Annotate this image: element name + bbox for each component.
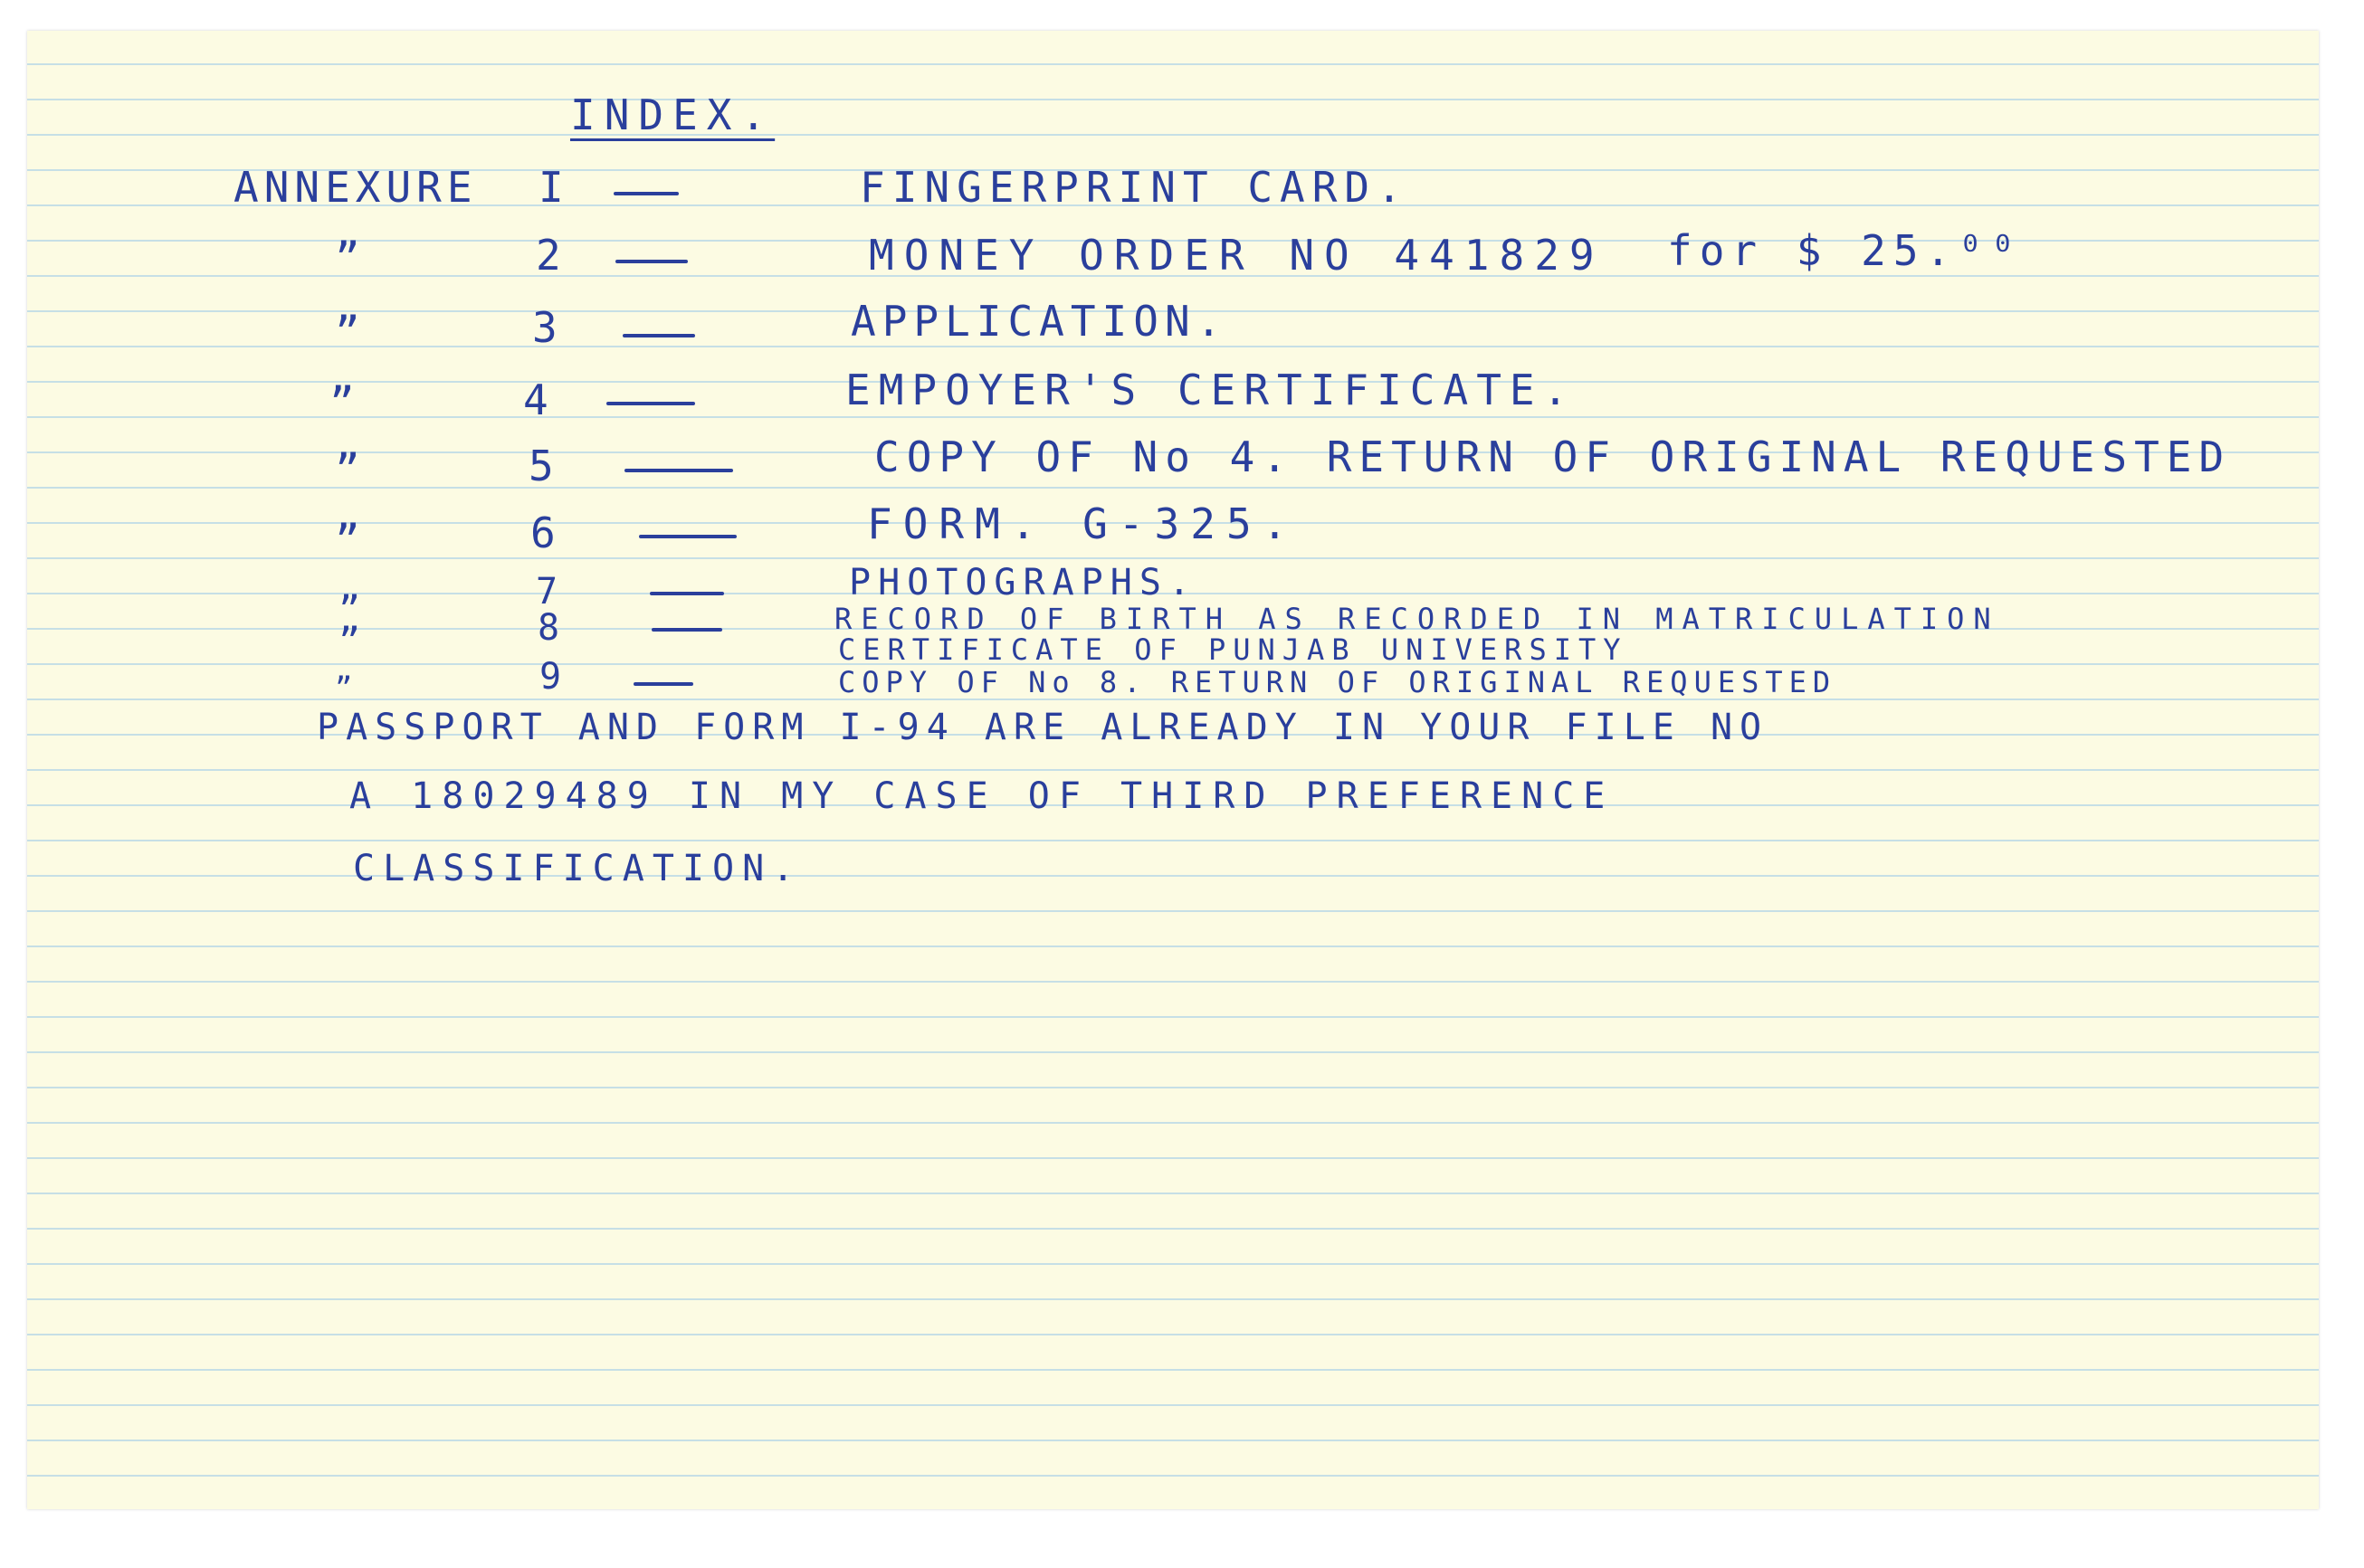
dash-1 bbox=[614, 192, 679, 195]
annexure-number-3: 3 bbox=[532, 303, 567, 352]
annexure-item-3: APPLICATION. bbox=[851, 297, 1228, 346]
index-title: INDEX. bbox=[570, 90, 776, 139]
paragraph-line-1: PASSPORT AND FORM I-94 ARE ALREADY IN YOUR FILE NO bbox=[317, 707, 1769, 748]
ditto-mark-2: ” bbox=[335, 233, 369, 282]
annexure-number-7: 7 bbox=[536, 571, 567, 613]
annexure-label: ANNEXURE bbox=[234, 163, 478, 212]
annexure-number-1: I bbox=[539, 163, 573, 212]
dash-6 bbox=[639, 535, 737, 538]
annexure-item-6: FORM. G-325. bbox=[867, 499, 1299, 548]
ditto-mark-9: ” bbox=[335, 670, 361, 705]
ditto-mark-8: ” bbox=[338, 621, 370, 662]
ditto-mark-7: ” bbox=[338, 589, 370, 631]
ditto-mark-6: ” bbox=[335, 516, 369, 565]
dash-9 bbox=[634, 682, 693, 686]
dash-5 bbox=[624, 469, 733, 472]
dash-7 bbox=[650, 592, 724, 595]
index-card bbox=[27, 31, 2319, 1509]
annexure-number-8: 8 bbox=[538, 607, 569, 649]
annexure-item-7: PHOTOGRAPHS. bbox=[849, 562, 1197, 603]
annexure-item-5: COPY OF No 4. RETURN OF ORIGINAL REQUESTED bbox=[874, 432, 2232, 481]
paragraph-line-3: CLASSIFICATION. bbox=[353, 848, 803, 889]
ditto-mark-4: ” bbox=[329, 378, 364, 427]
annexure-item-8: RECORD OF BIRTH AS RECORDED IN MATRICULATION bbox=[834, 602, 2000, 636]
dash-3 bbox=[623, 334, 695, 337]
annexure-item-4: EMPOYER'S CERTIFICATE. bbox=[845, 366, 1577, 414]
annexure-number-9: 9 bbox=[539, 656, 571, 698]
dash-4 bbox=[606, 402, 695, 405]
ditto-mark-5: ” bbox=[335, 445, 369, 494]
annexure-item-1: FINGERPRINT CARD. bbox=[860, 163, 1409, 212]
ditto-mark-3: ” bbox=[335, 308, 369, 356]
annexure-number-2: 2 bbox=[536, 231, 570, 280]
paragraph-line-2: A 18029489 IN MY CASE OF THIRD PREFERENCE bbox=[349, 775, 1615, 817]
annexure-number-6: 6 bbox=[530, 508, 565, 557]
dash-2 bbox=[615, 260, 688, 263]
annexure-number-5: 5 bbox=[529, 442, 563, 490]
annexure-item-2-amount: for $ 25.⁰⁰ bbox=[1667, 226, 2023, 275]
annexure-item-2: MONEY ORDER NO 441829 bbox=[869, 231, 1605, 280]
annexure-item-8-continued: CERTIFICATE OF PUNJAB UNIVERSITY bbox=[838, 632, 1628, 667]
annexure-item-9: COPY OF No 8. RETURN OF ORIGINAL REQUESTED bbox=[838, 665, 1837, 699]
dash-8 bbox=[652, 628, 722, 632]
annexure-number-4: 4 bbox=[523, 375, 558, 424]
